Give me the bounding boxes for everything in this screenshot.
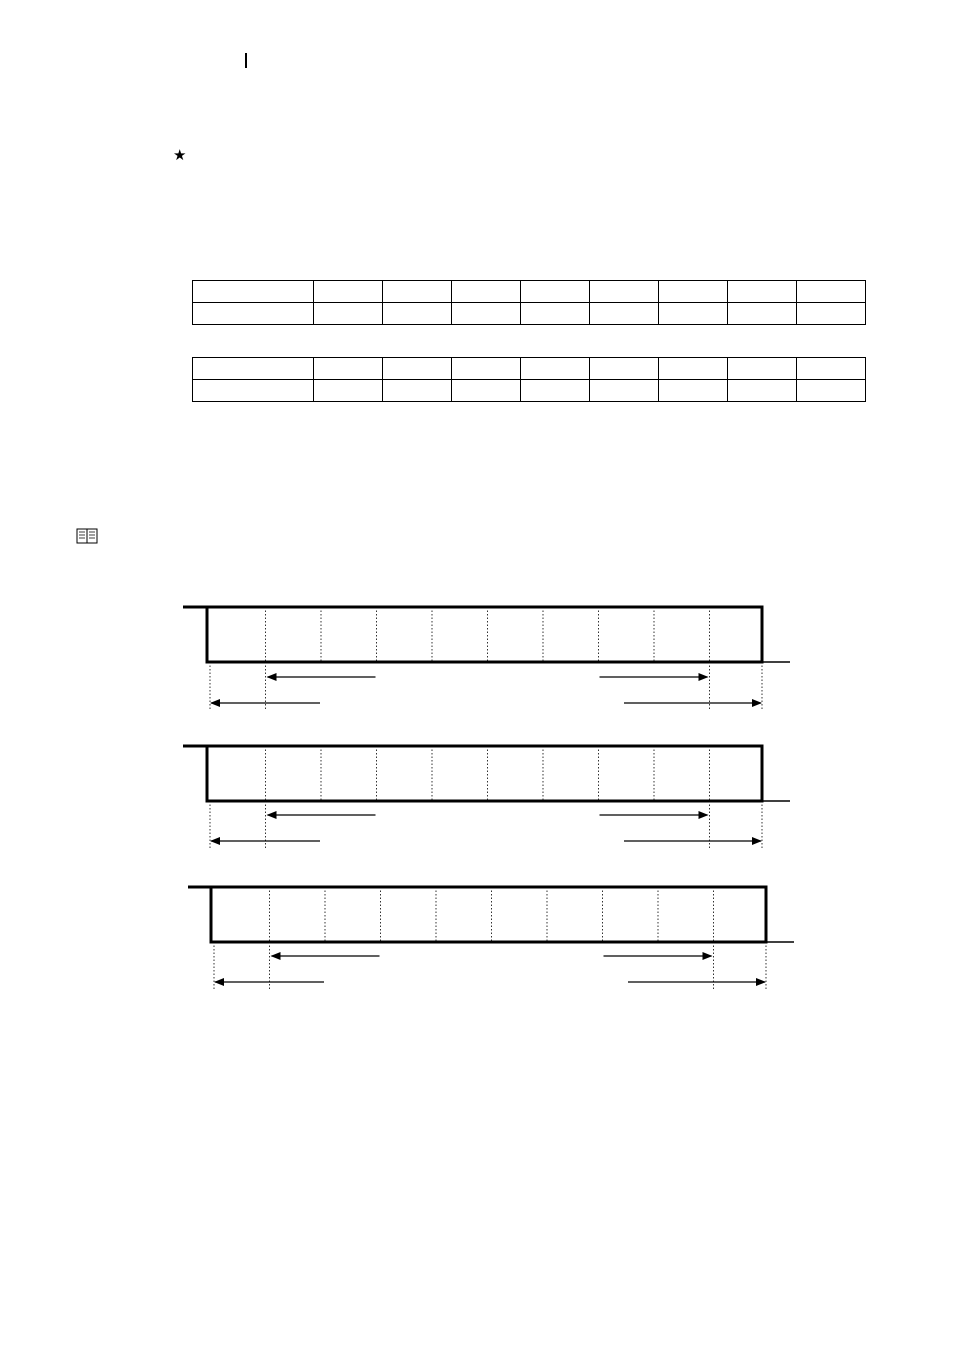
star-icon: ★ [173,146,187,164]
timing-diagram-1 [183,607,790,711]
timing-diagram-3 [188,887,794,990]
signal-waveform [183,607,762,662]
signal-waveform [188,887,766,942]
signal-waveform [183,746,762,801]
timing-diagram-2 [183,746,790,849]
